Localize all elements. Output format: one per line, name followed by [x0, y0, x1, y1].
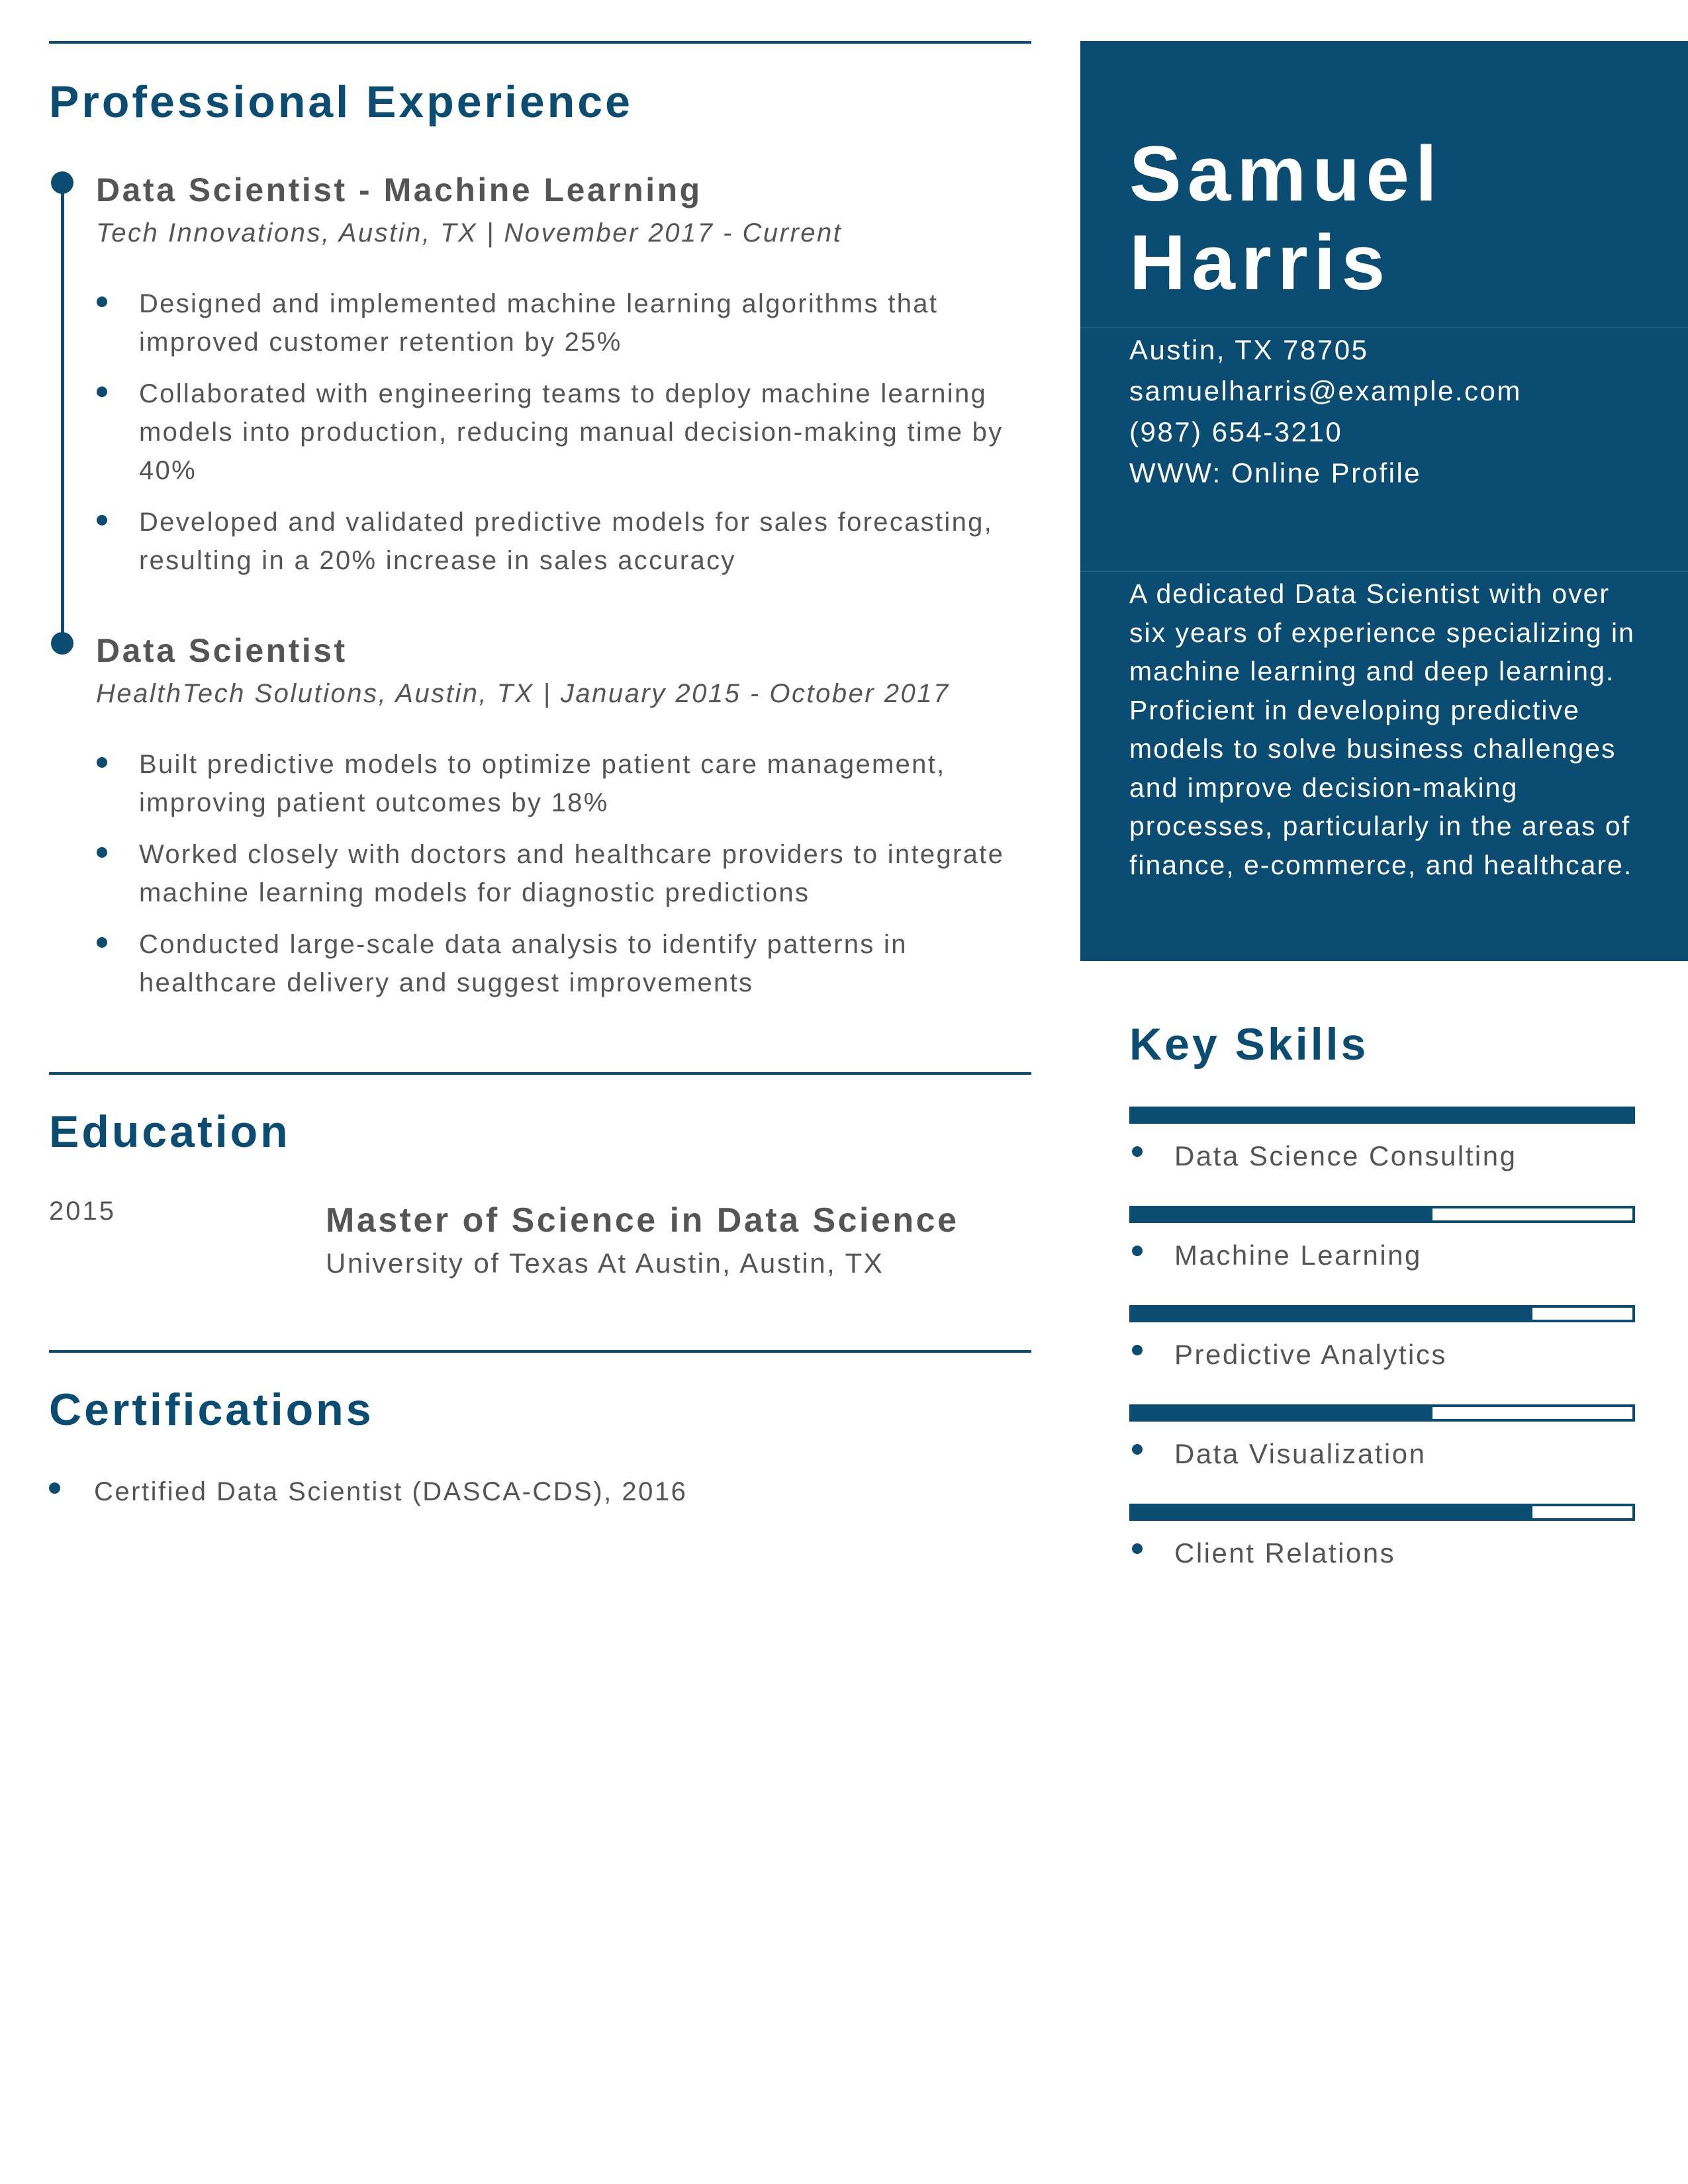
certification-item: Certified Data Scientist (DASCA-CDS), 2016	[94, 1477, 688, 1506]
candidate-name	[1129, 130, 1443, 307]
job-2-bullets	[139, 745, 1019, 1015]
skill-bullet-dot	[1132, 1345, 1143, 1355]
job-1-bullet: Collaborated with engineering teams to deploy machine learning models into production, reducing manual decision-making time by 40%	[139, 375, 1019, 490]
contact-website[interactable]: WWW: Online Profile	[1129, 457, 1422, 488]
job-1-subtitle: Tech Innovations, Austin, TX | November 2017 - Current	[96, 218, 843, 248]
education-heading: Education	[49, 1107, 291, 1157]
job-2-subtitle: HealthTech Solutions, Austin, TX | January 2015 - October 2017	[96, 679, 950, 708]
contact-email[interactable]: samuelharris@example.com	[1129, 375, 1522, 406]
job-1-bullet: Developed and validated predictive models for sales forecasting, resulting in a 20% increase in sales accuracy	[139, 503, 1019, 580]
skill-level-fill	[1132, 1506, 1532, 1518]
education-degree: Master of Science in Data Science	[326, 1201, 959, 1240]
contact-divider	[1080, 570, 1688, 572]
skill-level-bar	[1129, 1404, 1635, 1422]
education-school: University of Texas At Austin, Austin, TX	[326, 1248, 884, 1279]
skill-label: Predictive Analytics	[1174, 1339, 1447, 1370]
job-2-bullet: Built predictive models to optimize patient care management, improving patient outcomes by 18%	[139, 745, 1019, 822]
job-1-bullets	[139, 285, 1019, 593]
profile-summary: A dedicated Data Scientist with over six years of experience specializing in machine learning and deep learning. Proficient in developing predictive models to solve business challenges and improve decision-making processes, particularly in the areas of finance, e-commerce, and healthcare.	[1129, 578, 1635, 880]
skill-level-bar	[1129, 1206, 1635, 1223]
certification-bullet-dot	[49, 1482, 60, 1494]
skill-level-bar	[1129, 1107, 1635, 1124]
skill-level-fill	[1132, 1407, 1432, 1419]
certifications-top-rule	[49, 1350, 1031, 1353]
contact-phone: (987) 654-3210	[1129, 416, 1343, 447]
skill-label: Machine Learning	[1174, 1240, 1422, 1271]
timeline-dot-job-2	[51, 632, 73, 655]
last-name: Harris	[1129, 219, 1391, 306]
skill-label: Data Visualization	[1174, 1438, 1427, 1469]
skills-heading: Key Skills	[1129, 1019, 1369, 1069]
name-divider	[1080, 327, 1688, 328]
experience-top-rule	[49, 41, 1031, 44]
skill-label: Data Science Consulting	[1174, 1140, 1517, 1171]
skill-label: Client Relations	[1174, 1537, 1396, 1569]
certifications-heading: Certifications	[49, 1385, 374, 1435]
job-1-bullet: Designed and implemented machine learning algorithms that improved customer retention by 25%	[139, 285, 1019, 361]
skill-level-bar	[1129, 1305, 1635, 1322]
skill-bullet-dot	[1132, 1444, 1143, 1455]
job-2-bullet: Conducted large-scale data analysis to identify patterns in healthcare delivery and suggest improvements	[139, 925, 1019, 1002]
skill-level-fill	[1132, 1109, 1632, 1121]
skill-level-fill	[1132, 1308, 1532, 1320]
skill-level-fill	[1132, 1208, 1432, 1220]
first-name: Samuel	[1129, 130, 1443, 218]
skill-bullet-dot	[1132, 1146, 1143, 1157]
skill-bullet-dot	[1132, 1543, 1143, 1554]
job-2-bullet: Worked closely with doctors and healthcare providers to integrate machine learning models for diagnostic predictions	[139, 835, 1019, 912]
education-year: 2015	[49, 1197, 116, 1226]
job-1-title: Data Scientist - Machine Learning	[96, 171, 702, 208]
timeline-dot-job-1	[51, 171, 73, 194]
skill-level-bar	[1129, 1504, 1635, 1521]
contact-address: Austin, TX 78705	[1129, 334, 1369, 365]
experience-timeline	[61, 183, 64, 639]
experience-heading: Professional Experience	[49, 77, 633, 127]
education-top-rule	[49, 1072, 1031, 1075]
job-2-title: Data Scientist	[96, 632, 348, 669]
skill-bullet-dot	[1132, 1246, 1143, 1256]
